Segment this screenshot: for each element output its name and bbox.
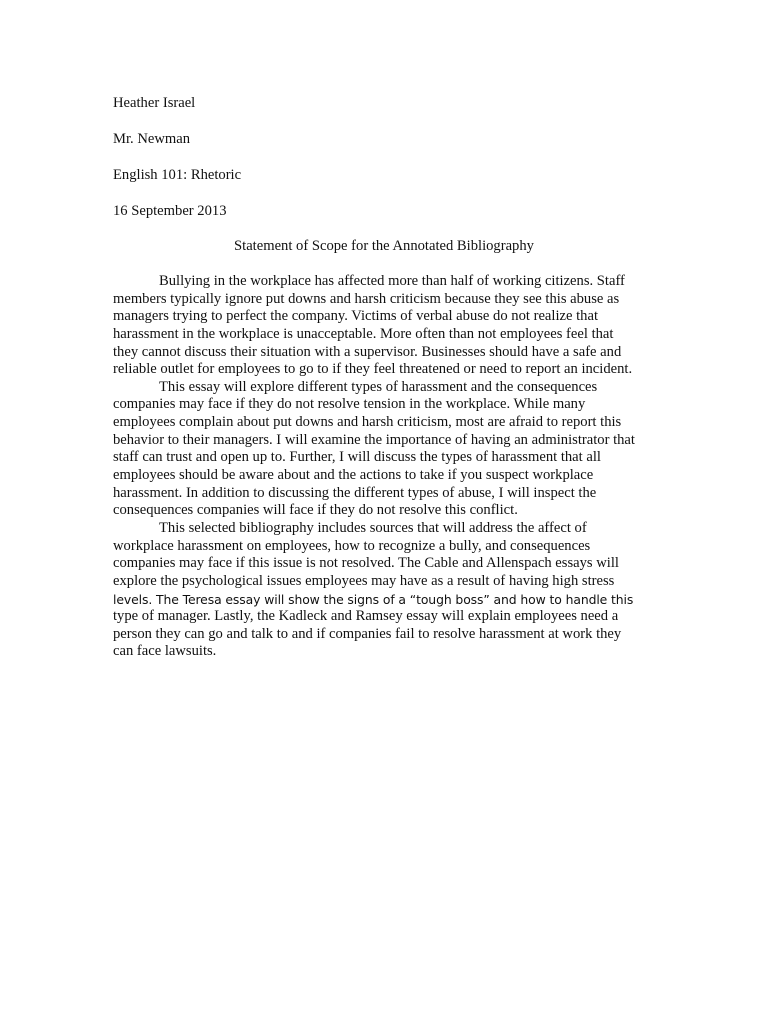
- body-line: type of manager. Lastly, the Kadleck and Ramsey essay will explain employees need a: [113, 608, 619, 625]
- body-line: consequences companies will face if they do not resolve this conflict.: [113, 502, 518, 519]
- document-title: Statement of Scope for the Annotated Bibliography: [234, 238, 534, 254]
- body-line: employees complain about put downs and harsh criticism, most are afraid to report this: [113, 414, 622, 431]
- body-line: staff can trust and open up to. Further, I will discuss the types of harassment that all: [113, 449, 601, 466]
- course-name: English 101: Rhetoric: [113, 167, 242, 183]
- body-line: employees should be aware about and the actions to take if you suspect workplace: [113, 467, 594, 484]
- body-line: reliable outlet for employees to go to if they feel threatened or need to report an incident.: [113, 361, 633, 378]
- body-line: they cannot discuss their situation with a supervisor. Businesses should have a safe and: [113, 343, 622, 360]
- student-name: Heather Israel: [113, 95, 196, 111]
- body-line: members typically ignore put downs and harsh criticism because they see this abuse as: [113, 290, 620, 307]
- body-line: companies may face if they do not resolve tension in the workplace. While many: [113, 396, 586, 413]
- body-line: This essay will explore different types of harassment and the consequences: [159, 378, 598, 395]
- body-line: explore the psychological issues employees may have as a result of having high stress: [113, 572, 615, 589]
- body-line: companies may face if this issue is not resolved. The Cable and Allenspach essays will: [113, 555, 619, 572]
- body-line: workplace harassment on employees, how to recognize a bully, and consequences: [113, 537, 591, 554]
- body-line: managers trying to perfect the company. Victims of verbal abuse do not realize that: [113, 308, 599, 325]
- body-line: harassment. In addition to discussing the different types of abuse, I will inspect the: [113, 484, 597, 501]
- body-line: person they can go and talk to and if companies fail to resolve harassment at work they: [113, 625, 622, 642]
- essay-body: [113, 273, 655, 661]
- body-line: harassment in the workplace is unacceptable. More often than not employees feel that: [113, 325, 614, 342]
- body-line: Bullying in the workplace has affected more than half of working citizens. Staff: [159, 273, 625, 289]
- body-line: can face lawsuits.: [113, 643, 217, 660]
- document-date: 16 September 2013: [113, 203, 227, 219]
- body-line: This selected bibliography includes sources that will address the affect of: [159, 519, 587, 536]
- body-line: levels. The Teresa essay will show the signs of a “tough boss” and how to handle this: [113, 591, 634, 607]
- body-line: behavior to their managers. I will examine the importance of having an administrator that: [113, 431, 635, 448]
- instructor-name: Mr. Newman: [113, 131, 191, 147]
